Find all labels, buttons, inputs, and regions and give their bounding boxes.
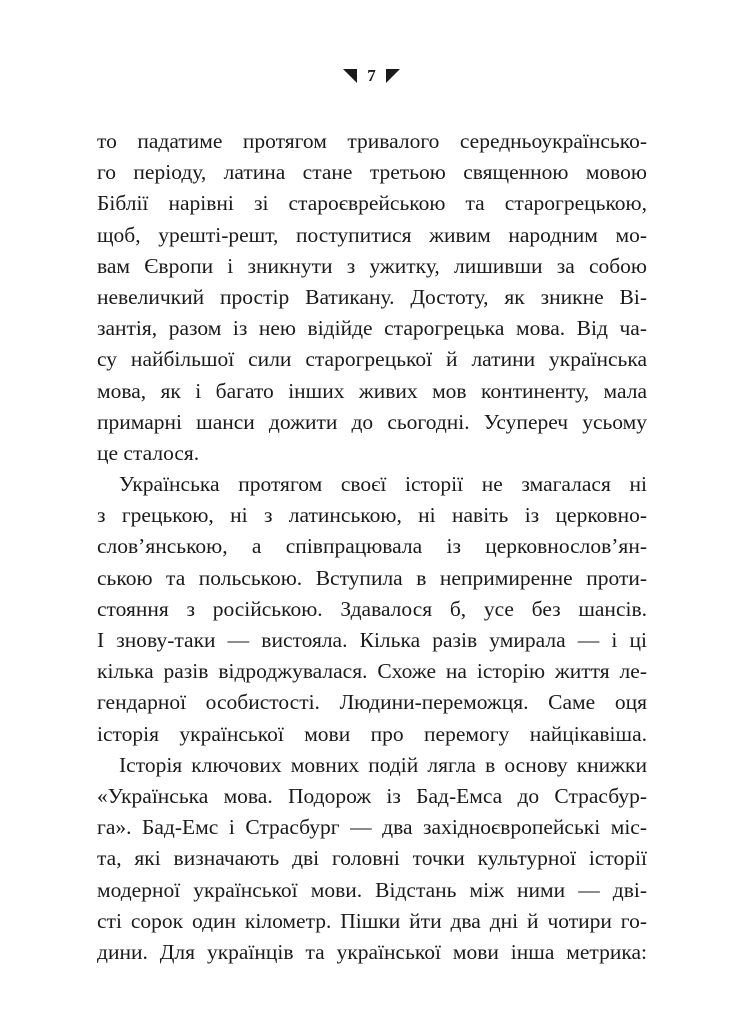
page-number: 7	[367, 66, 376, 85]
text-line: історія української мови про перемогу найцікавіша.	[97, 721, 647, 746]
triangle-left-icon	[343, 69, 357, 83]
text-line: примарні шанси дожити до сьогодні. Усупереч усьому	[97, 409, 647, 434]
text-line: су найбільшої сили старогрецької й латини українська	[97, 347, 647, 372]
text-line: гендарної особистості. Людини-переможця. Саме оця	[97, 690, 647, 715]
text-line: «Українська мова. Подорож із Бад-Емса до Страсбур-	[97, 783, 647, 808]
text-line: зантія, разом із нею відійде старогрецька мова. Від ча-	[97, 316, 647, 341]
triangle-right-icon	[386, 69, 400, 83]
text-line: го періоду, латина стане третьою священною мовою	[97, 160, 647, 185]
text-line: з грецькою, ні з латинською, ні навіть із церковно-	[97, 503, 647, 528]
paragraph-3	[97, 750, 647, 968]
text-line: це сталося.	[97, 440, 200, 465]
page-header	[0, 64, 743, 88]
text-line: вам Європи і зникнути з ужитку, лишивши за собою	[97, 253, 647, 278]
text-line: стояння з російською. Здавалося б, усе без шансів.	[97, 596, 647, 621]
text-line: ською та польською. Вступила в непримиренне проти-	[97, 565, 647, 590]
text-line: Біблії нарівні зі староєврейською та старогрецькою,	[97, 191, 647, 216]
text-line: мова, як і багато інших живих мов континенту, мала	[97, 378, 647, 403]
body-text	[97, 126, 647, 968]
text-line: Українська протягом своєї історії не змагалася ні	[119, 472, 647, 497]
text-line: невеличкий простір Ватикану. Достоту, як зникне Ві-	[97, 284, 647, 309]
text-line: слов’янською, а співпрацювала із церковнослов’ян-	[97, 534, 647, 559]
paragraph-2	[97, 469, 647, 750]
text-line: та, які визначають дві головні точки культурної історії	[97, 846, 647, 871]
paragraph-1	[97, 126, 647, 469]
text-line: Історія ключових мовних подій лягла в основу книжки	[119, 752, 647, 777]
text-line: га». Бад-Емс і Страсбург — два західноєвропейські міс-	[97, 815, 647, 840]
text-line: модерної української мови. Відстань між ними — дві-	[97, 877, 647, 902]
text-line: то падатиме протягом тривалого середньоукраїнсько-	[97, 129, 647, 153]
text-line: кілька разів відроджувалася. Схоже на історію життя ле-	[97, 659, 647, 684]
text-line: щоб, урешті-решт, поступитися живим народним мо-	[97, 222, 647, 247]
text-line: сті сорок один кілометр. Пішки йти два дні й чотири го-	[97, 908, 647, 933]
text-line: І знову-таки — вистояла. Кілька разів умирала — і ці	[97, 628, 647, 652]
text-line: дини. Для українців та української мови інша метрика:	[97, 939, 647, 964]
